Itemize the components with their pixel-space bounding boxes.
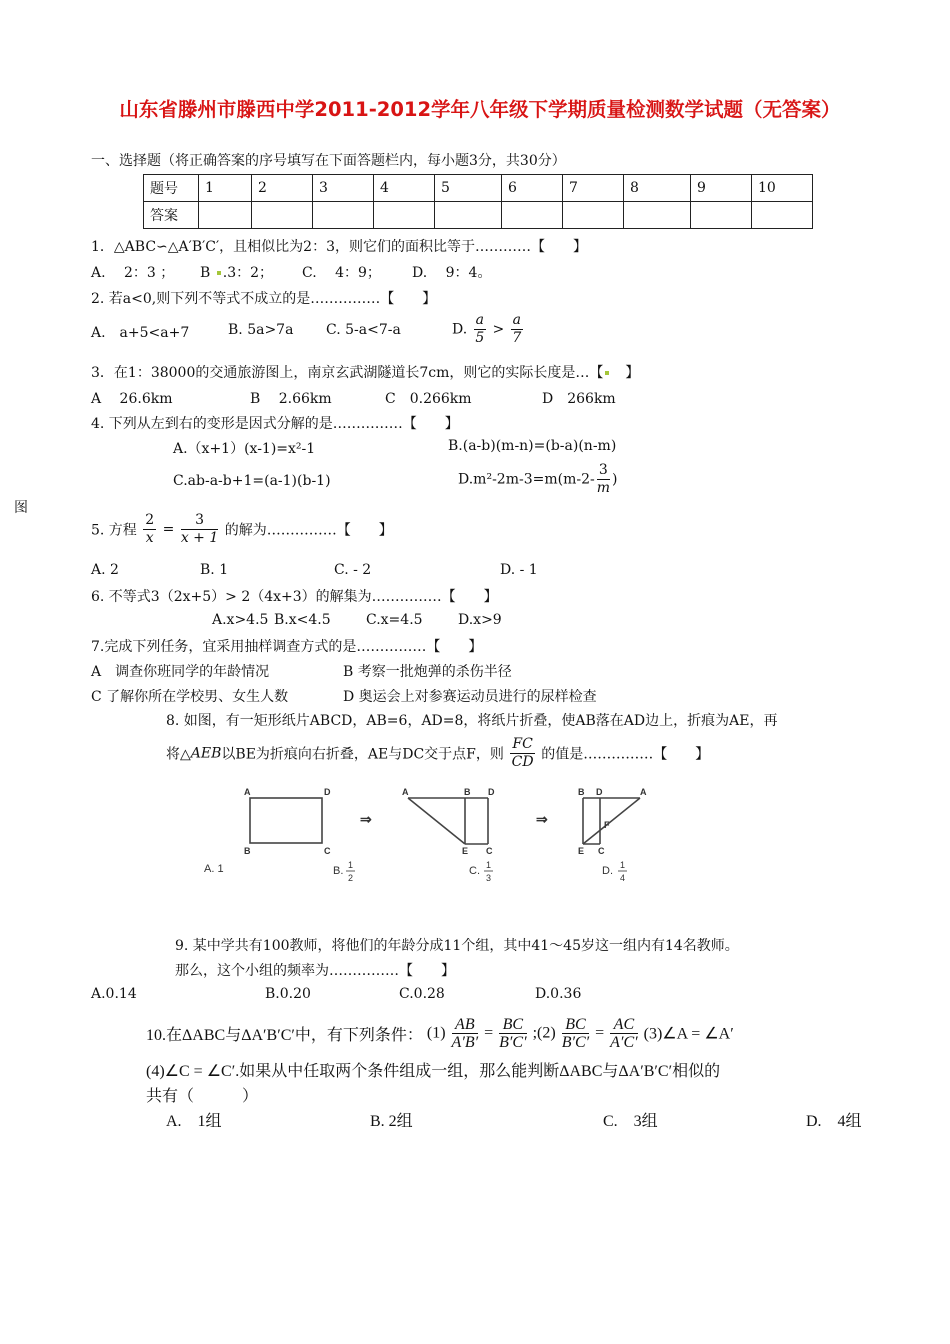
fig-label: D bbox=[596, 787, 603, 797]
q6-option-c: C.x=4.5 bbox=[366, 612, 423, 628]
fig-label: A bbox=[640, 787, 647, 797]
numerator: a bbox=[475, 312, 484, 328]
operator: > bbox=[492, 321, 505, 338]
arrow-icon: ⇒ bbox=[536, 811, 548, 827]
question-9: 9. 某中学共有100教师，将他们的年龄分成11个组，其中41～45岁这一组内有14名教师。 bbox=[175, 938, 739, 954]
answer-table bbox=[143, 174, 813, 229]
fig-label: B bbox=[578, 787, 585, 797]
condition-1-label: (1) bbox=[426, 1024, 446, 1042]
fraction bbox=[597, 462, 610, 497]
table-cell: 1 bbox=[199, 175, 252, 202]
q2-option-b: B. 5a>7a bbox=[228, 322, 294, 338]
q8-option-b: B. bbox=[333, 865, 344, 877]
q3-option-a: A 26.6km bbox=[91, 391, 173, 407]
q3-option-d: D 266km bbox=[542, 391, 616, 407]
numerator: 3 bbox=[181, 512, 218, 530]
q1-option-d: D. 9：4。 bbox=[412, 265, 492, 281]
answer-table-number-row bbox=[144, 175, 813, 202]
denominator: A′B′ bbox=[451, 1034, 479, 1051]
fig-label: E bbox=[462, 846, 469, 856]
q5-option-a: A. 2 bbox=[91, 562, 119, 578]
q8-option-c: C. bbox=[469, 865, 480, 877]
numerator: FC bbox=[512, 736, 533, 752]
numerator: 1 bbox=[620, 860, 626, 870]
question-10-line2: (4)∠C = ∠C′.如果从中任取两个条件组成一组，那么能判断ΔABC与ΔA′B′C′相似的 bbox=[146, 1063, 721, 1080]
q1-option-b-text: .3：2； bbox=[222, 265, 274, 281]
row-label: 题号 bbox=[144, 175, 199, 202]
fraction bbox=[452, 1016, 479, 1051]
folding-figure bbox=[190, 780, 660, 890]
q7-option-c: C 了解你所在学校男、女生人数 bbox=[91, 689, 289, 705]
q1-option-c: C. 4：9； bbox=[302, 265, 381, 281]
question-7: 7.完成下列任务，宜采用抽样调查方式的是……………【 】 bbox=[91, 639, 483, 655]
q7-option-a: A 调查你班同学的年龄情况 bbox=[91, 664, 270, 680]
numerator: 2 bbox=[145, 512, 155, 528]
q6-option-d: D.x>9 bbox=[458, 612, 502, 628]
denominator: 7 bbox=[512, 330, 522, 346]
question-1: 1．△ABC∽△A′B′C′，且相似比为2：3，则它们的面积比等于…………【 】 bbox=[91, 239, 588, 255]
fraction bbox=[562, 1016, 589, 1051]
table-cell: 7 bbox=[563, 175, 624, 202]
rectangle-abcd bbox=[250, 798, 322, 843]
q1-option-a: A. 2：3 ； bbox=[91, 265, 175, 281]
fig-label: E bbox=[578, 846, 585, 856]
denominator: x + 1 bbox=[180, 530, 219, 546]
q4-option-d bbox=[458, 462, 617, 497]
question-8: 8. 如图，有一矩形纸片ABCD，AB=6，AD=8，将纸片折叠，使AB落在AD边上，折痕为AE，再 bbox=[166, 713, 778, 729]
q5-option-b: B. 1 bbox=[200, 562, 229, 578]
denominator: B′C′ bbox=[499, 1034, 527, 1051]
denominator: 4 bbox=[620, 873, 626, 883]
numerator: 1 bbox=[486, 860, 492, 870]
numerator: 3 bbox=[597, 462, 610, 480]
fig-label: D bbox=[324, 787, 331, 797]
numerator: AB bbox=[452, 1016, 479, 1034]
question-3-text: 3．在1：38000的交通旅游图上，南京玄武湖隧道长7cm，则它的实际长度是…【 bbox=[91, 365, 604, 381]
q10-option-b: B. 2组 bbox=[370, 1113, 413, 1130]
operator: = bbox=[162, 521, 175, 538]
fraction bbox=[510, 736, 534, 771]
question-2: 2. 若a<0,则下列不等式不成立的是……………【 】 bbox=[91, 291, 437, 307]
question-5-text: 5. 方程 bbox=[91, 522, 137, 539]
question-6: 6. 不等式3（2x+5）> 2（4x+3）的解集为……………【 】 bbox=[91, 589, 498, 605]
denominator: m bbox=[596, 480, 611, 496]
q7-option-d: D 奥运会上对参赛运动员进行的尿样检查 bbox=[343, 689, 597, 705]
scan-dot bbox=[605, 371, 609, 375]
q9-option-a: A.0.14 bbox=[91, 986, 137, 1002]
q4-option-a: A.（x+1）(x-1)=x²-1 bbox=[173, 441, 316, 457]
question-3 bbox=[91, 362, 639, 382]
fold-crease-ae bbox=[408, 798, 465, 844]
scan-dot bbox=[217, 271, 221, 275]
fig-label: C bbox=[486, 846, 493, 856]
fig-label: C bbox=[598, 846, 605, 856]
q10-option-a: A. 1组 bbox=[166, 1113, 222, 1130]
answer-cell[interactable] bbox=[252, 202, 313, 229]
question-8-line2 bbox=[166, 736, 709, 771]
question-10-line3: 共有（ ） bbox=[146, 1088, 259, 1105]
answer-cell[interactable] bbox=[199, 202, 252, 229]
fig-label: F bbox=[604, 820, 610, 830]
page-title: 山东省滕州市滕西中学2011-2012学年八年级下学期质量检测数学试题（无答案） bbox=[119, 98, 841, 121]
numerator: BC bbox=[499, 1016, 526, 1034]
fig-label: B bbox=[244, 846, 251, 856]
q9-option-b: B.0.20 bbox=[265, 986, 311, 1002]
q1-option-b bbox=[200, 262, 273, 282]
table-cell: 4 bbox=[374, 175, 435, 202]
denominator: 5 bbox=[475, 330, 485, 346]
table-cell: 10 bbox=[752, 175, 813, 202]
fraction bbox=[499, 1016, 526, 1051]
q4-option-c: C.ab-a-b+1=(a-1)(b-1) bbox=[173, 473, 331, 489]
numerator: a bbox=[512, 312, 521, 328]
denominator: x bbox=[145, 530, 154, 546]
q5-option-d: D. - 1 bbox=[500, 562, 538, 578]
q10-option-d: D. 4组 bbox=[806, 1113, 862, 1130]
row-label: 答案 bbox=[144, 202, 199, 229]
q3-option-b: B 2.66km bbox=[250, 391, 332, 407]
q8-option-a: A. 1 bbox=[204, 863, 224, 875]
q10-option-c: C. 3组 bbox=[603, 1113, 658, 1130]
condition-3: (3)∠A = ∠A′ bbox=[643, 1025, 734, 1043]
answer-cell[interactable] bbox=[374, 202, 435, 229]
question-8-text: 将△ bbox=[166, 746, 191, 763]
q2-option-d bbox=[452, 312, 525, 347]
numerator: AC bbox=[610, 1016, 637, 1034]
triangle-name: AEB bbox=[190, 745, 222, 762]
operator: = bbox=[484, 1024, 494, 1042]
table-cell: 9 bbox=[691, 175, 752, 202]
fig-label: A bbox=[244, 787, 251, 797]
q7-option-b: B 考察一批炮弹的杀伤半径 bbox=[343, 664, 512, 680]
fig-label: B bbox=[464, 787, 471, 797]
fraction bbox=[181, 512, 218, 547]
q2-option-c: C. 5-a<7-a bbox=[326, 322, 401, 338]
question-5 bbox=[91, 512, 393, 547]
numerator: BC bbox=[562, 1016, 589, 1034]
answer-cell[interactable] bbox=[313, 202, 374, 229]
operator: = bbox=[595, 1024, 605, 1042]
fold2-ae bbox=[583, 798, 640, 844]
section-heading: 一、选择题（将正确答案的序号填写在下面答题栏内，每小题3分，共30分） bbox=[91, 153, 566, 169]
q2-option-a: A. a+5<a+7 bbox=[91, 325, 190, 341]
q4-option-b: B.(a-b)(m-n)=(b-a)(n-m) bbox=[448, 438, 617, 454]
question-8-tail: 的值是……………【 】 bbox=[541, 746, 710, 763]
table-cell: 2 bbox=[252, 175, 313, 202]
question-4: 4. 下列从左到右的变形是因式分解的是……………【 】 bbox=[91, 416, 459, 432]
condition-2-label: ;(2) bbox=[532, 1024, 556, 1042]
question-8-mid: 以BE为折痕向右折叠，AE与DC交于点F，则 bbox=[221, 746, 504, 763]
fraction bbox=[610, 1016, 637, 1051]
question-3-bracket: 】 bbox=[625, 365, 640, 381]
arrow-icon: ⇒ bbox=[360, 811, 372, 827]
q3-option-c: C 0.266km bbox=[385, 391, 472, 407]
q1-option-b-label: B bbox=[200, 265, 211, 281]
question-10 bbox=[146, 1016, 734, 1051]
q5-option-c: C. - 2 bbox=[334, 562, 372, 578]
table-cell: 6 bbox=[502, 175, 563, 202]
question-9-line2: 那么，这个小组的频率为……………【 】 bbox=[175, 963, 455, 979]
q4-option-d-text: D.m²-2m-3=m(m-2- bbox=[458, 471, 595, 488]
fraction bbox=[143, 512, 156, 547]
fraction bbox=[511, 312, 523, 347]
q2-option-d-label: D. bbox=[452, 321, 468, 338]
answer-cell[interactable] bbox=[691, 202, 752, 229]
denominator: 2 bbox=[348, 873, 354, 883]
numerator: 1 bbox=[348, 860, 354, 870]
answer-cell[interactable] bbox=[435, 202, 502, 229]
answer-cell[interactable] bbox=[563, 202, 624, 229]
denominator: A′C′ bbox=[610, 1034, 638, 1051]
side-label: 图 bbox=[14, 500, 28, 516]
fraction bbox=[474, 312, 486, 347]
answer-cell[interactable] bbox=[502, 202, 563, 229]
denominator: B′C′ bbox=[561, 1034, 590, 1051]
question-5-tail: 的解为……………【 】 bbox=[224, 522, 393, 539]
q4-option-d-close: ) bbox=[612, 471, 618, 488]
q9-option-c: C.0.28 bbox=[399, 986, 445, 1002]
denominator: 3 bbox=[486, 873, 492, 883]
q6-option-b: B.x<4.5 bbox=[274, 612, 331, 628]
table-cell: 3 bbox=[313, 175, 374, 202]
denominator: CD bbox=[511, 754, 534, 770]
table-cell: 5 bbox=[435, 175, 502, 202]
fig-label: D bbox=[488, 787, 495, 797]
q9-option-d: D.0.36 bbox=[535, 986, 582, 1002]
fig-label: A bbox=[402, 787, 409, 797]
q6-option-a: A.x>4.5 bbox=[212, 612, 269, 628]
q8-option-d: D. bbox=[602, 865, 613, 877]
table-cell: 8 bbox=[624, 175, 691, 202]
fig-label: C bbox=[324, 846, 331, 856]
answer-cell[interactable] bbox=[624, 202, 691, 229]
answer-cell[interactable] bbox=[752, 202, 813, 229]
answer-table-answer-row bbox=[144, 202, 813, 229]
question-10-text: 10.在ΔABC与ΔA′B′C′中，有下列条件： bbox=[146, 1027, 423, 1044]
